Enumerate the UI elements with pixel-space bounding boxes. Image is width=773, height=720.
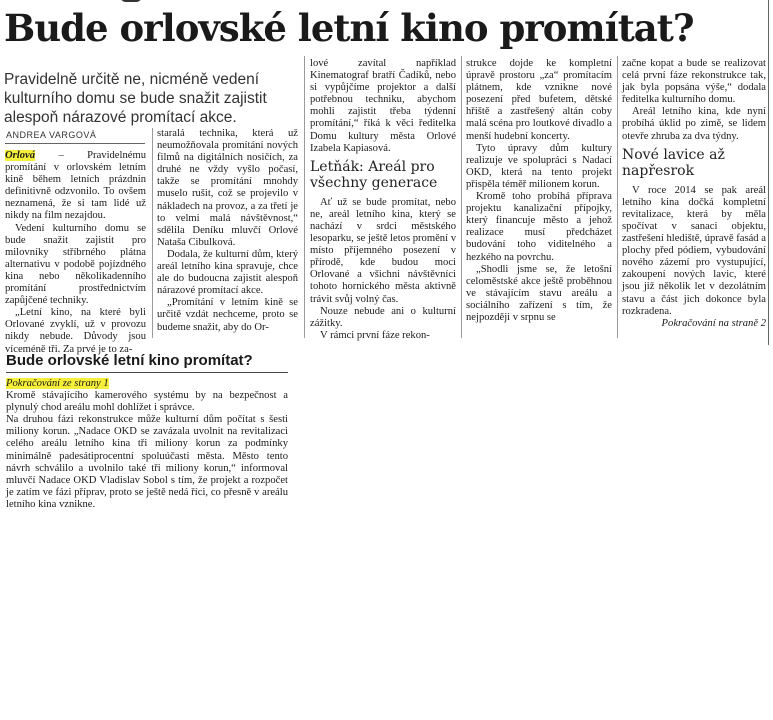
article-column-3 [310, 58, 456, 342]
clipping-edge-mark [120, 0, 142, 2]
paragraph: Tyto úpravy dům kultury realizuje ve spolupráci s Nadací OKD, která na tento projekt přispěla téměř milionem korun. [466, 142, 612, 190]
article-column-5 [622, 58, 766, 330]
subheading: Nové lavice až napřesrok [622, 146, 725, 179]
paragraph: Vedení kulturního domu se bude snažit zajistit pro milovníky stříbrného plátna alternativu v podobě pojízdného kina nebo několikadenního promítání prostřednictvím zapůjčené techniky. [5, 222, 146, 307]
page-edge-line [768, 0, 769, 345]
column-divider [304, 56, 305, 338]
column-divider [152, 128, 153, 338]
paragraph: staralá technika, která už neumožňovala promítání nových filmů na digitálních nosičích, za druhé ne vždy vyšlo počasí, takže se promítání mnohdy muselo rušit, což se projevilo v nákladech na provoz, a za třetí je to velmi malá návštěvnost,“ sdělila Deníku mluvčí Orlové Nataša Cibulková. [157, 128, 298, 248]
paragraph: Dodala, že kulturní dům, který areál letního kina spravuje, chce ale do budoucna zajistit alespoň nárazové promítací akce. [157, 248, 298, 297]
author-byline: ANDREA VARGOVÁ [6, 130, 97, 140]
paragraph [5, 150, 146, 223]
article-column-4 [466, 58, 612, 324]
paragraph: Kromě toho probíhá příprava projektu kanalizační přípojky, který financuje město a jehož realizace musí předcházet budování toho viditelného a hezkého na povrchu. [466, 191, 612, 263]
article-column-1 [5, 150, 146, 356]
continued-on-page: Pokračování na straně 2 [661, 317, 766, 329]
paragraph-text: – Pravidelnému promítání v orlovském letním kině během letních prázdnin definitivně odzvonilo. To ovšem neznamená, že si tam lidé už nikdy na film nezajdou. [5, 150, 146, 222]
paragraph: začne kopat a bude se realizovat celá první fáze rekonstrukce tak, jak byla popsána výše,“ dodala ředitelka kulturního domu. [622, 58, 766, 106]
paragraph: „Shodli jsme se, že letošní celoměstské akce ještě proběhnou ve stávajícím stavu areálu a sociálního zařízení s tím, že nejpozději v srpnu se [466, 263, 612, 323]
paragraph: Nouze nebude ani o kulturní zážitky. [310, 305, 456, 329]
paragraph: Ať už se bude promítat, nebo ne, areál letního kina, který se nachází v srdci městského lesoparku, se ještě letos promění v místo příjemného posezení v přírodě, kde budou moci Orlované a všichni návštěvníci tohoto hornického města aktivně trávit svůj volný čas. [310, 196, 456, 305]
paragraph: „Promítání v letním kině se určitě vzdát nechceme, proto se budeme snažit, aby do Or- [157, 297, 298, 333]
article-column-2 [157, 128, 298, 334]
paragraph: V rámci první fáze rekon- [320, 329, 430, 341]
subheading: Letňák: Areál pro všechny generace [310, 158, 438, 191]
paragraph: strukce dojde ke kompletní úpravě prostoru „za“ promítacím plátnem, kde vznikne nové posezení před bufetem, dětské hřiště a zastřešený altán coby malá scéna pro loutkové divadlo a menší hudební koncerty. [466, 58, 612, 142]
byline-rule [5, 143, 145, 144]
continued-from-highlight: Pokračování ze strany 1 [6, 378, 109, 389]
column-divider [461, 56, 462, 338]
column-divider [617, 56, 618, 338]
continuation-rule [6, 372, 288, 373]
continued-from [6, 378, 288, 390]
paragraph: V roce 2014 se pak areál letního kina dočká kompletní revitalizace, která by měla spočívat v sanaci objektu, zastřešení hlediště, úpravě fasád a plochy před pódiem, vybudování nového zázemí pro vystupující, zakoupení nových lavic, které jsou již několik let v dezolátním stavu a část jich dokonce byla rozkradena. [622, 184, 766, 317]
continuation-title: Bude orlovské letní kino promítat? [6, 352, 253, 369]
paragraph: lové zavítal například Kinematograf bratří Čadíků, nebo si vypůjčíme projektor a další potřebnou techniku, abychom mohli zajistit třeba týdenní promítání,“ říká k věci ředitelka Domu kultury města Orlové Izabela Kapiasová. [310, 58, 456, 154]
article-title: Bude orlovské letní kino promítat? [4, 6, 694, 50]
article-lead: Pravidelně určitě ne, nicméně vedení kulturního domu se bude snažit zajistit alespoň nárazové promítací akce. [4, 71, 267, 126]
paragraph: Areál letního kina, kde nyní probíhá úklid po zimě, se lidem otevře zhruba za dva týdny. [622, 106, 766, 142]
paragraph: „Letní kino, na které byli Orlované zvyklí, už v provozu nikdy nebude. Důvody jsou víceméně tři. Za prvé je to za- [5, 307, 146, 355]
paragraph: Kromě stávajícího kamerového systému by na bezpečnost a plynulý chod areálu mohl dohlížet i správce. [6, 390, 288, 414]
continuation-body [6, 378, 288, 511]
paragraph: Na druhou fázi rekonstrukce může kulturní dům počítat s šesti miliony korun. „Nadace OKD se zavázala uvolnit na revitalizaci celého areálu letního kina tři miliony korun za podmínky minimálně padesátiprocentní spoluúčasti města. Město tento návrh schválilo a uvolnilo také tři miliony korun,“ informoval mluvčí Nadace OKD Vladislav Sobol s tím, že projekt a rozpočet je zatím ve fázi příprav, proto se ještě nedá říci, co přesně v areálu letního kina vznikne. [6, 414, 288, 510]
place-highlight: Orlová [5, 150, 36, 161]
